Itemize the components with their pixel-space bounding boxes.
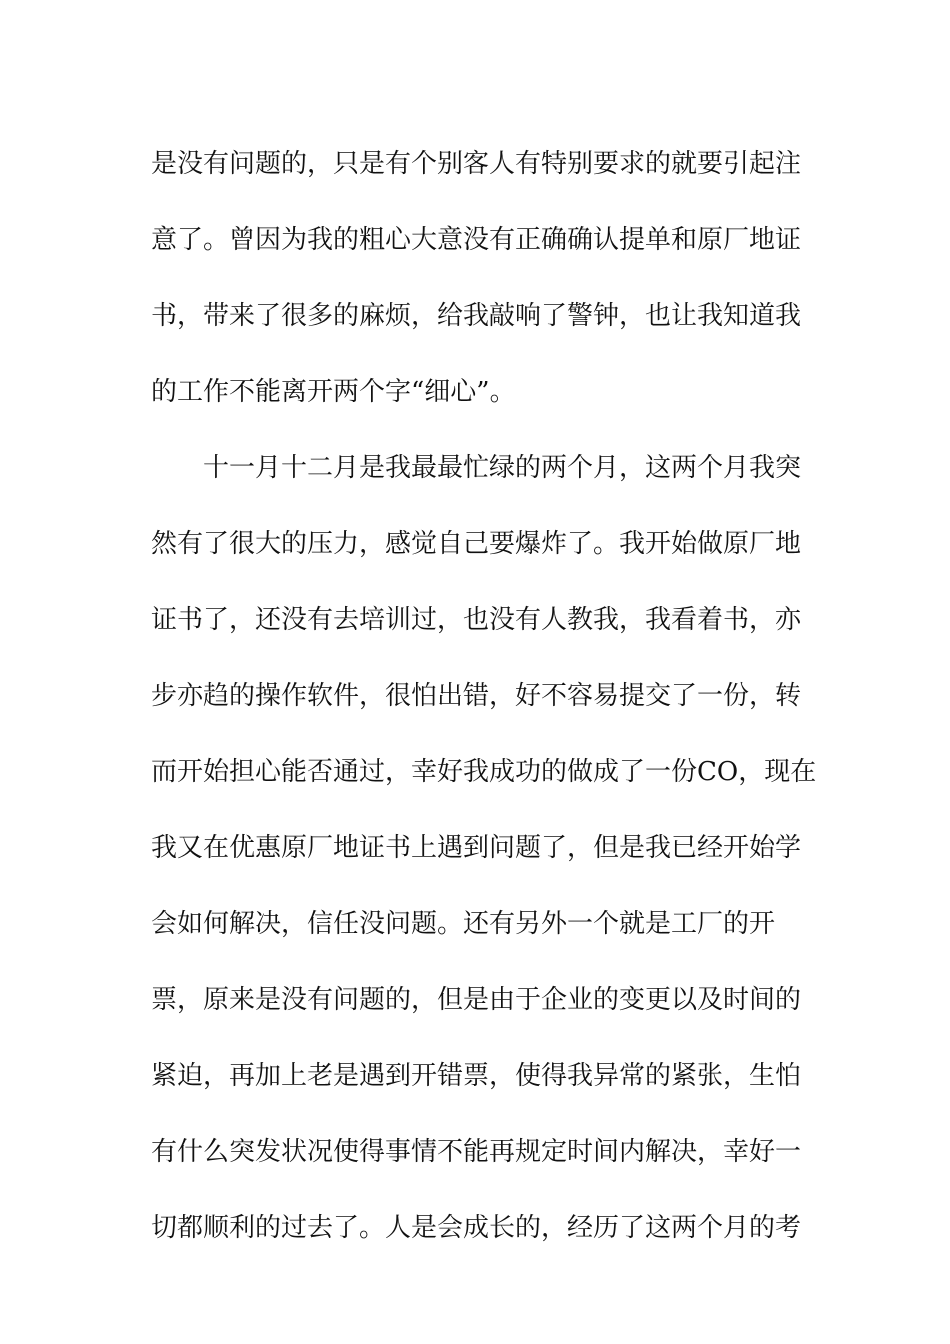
text-line: 意了。曾因为我的粗心大意没有正确确认提单和原厂地证 <box>151 225 802 255</box>
paragraph-1 <box>151 126 802 430</box>
paragraph-2 <box>151 430 817 1266</box>
text-line: 有什么突发状况使得事情不能再规定时间内解决，幸好一 <box>151 1137 802 1167</box>
text-line: 切都顺利的过去了。人是会成长的，经历了这两个月的考 <box>151 1213 802 1243</box>
text-line: 的工作不能离开两个字“细心”。 <box>151 377 516 407</box>
text-line: 而开始担心能否通过，幸好我成功的做成了一份CO，现在 <box>151 757 817 787</box>
text-line: 十一月十二月是我最最忙绿的两个月，这两个月我突 <box>203 453 802 483</box>
text-line: 书，带来了很多的麻烦，给我敲响了警钟，也让我知道我 <box>151 301 802 331</box>
text-line: 然有了很大的压力，感觉自己要爆炸了。我开始做原厂地 <box>151 529 802 559</box>
text-line: 紧迫，再加上老是遇到开错票，使得我异常的紧张，生怕 <box>151 1061 802 1091</box>
text-line: 会如何解决，信任没问题。还有另外一个就是工厂的开 <box>151 909 776 939</box>
text-line: 票，原来是没有问题的，但是由于企业的变更以及时间的 <box>151 985 802 1015</box>
body-text <box>151 126 817 1266</box>
text-line: 步亦趋的操作软件，很怕出错，好不容易提交了一份，转 <box>151 681 802 711</box>
text-line: 证书了，还没有去培训过，也没有人教我，我看着书，亦 <box>151 605 802 635</box>
text-line: 我又在优惠原厂地证书上遇到问题了，但是我已经开始学 <box>151 833 802 863</box>
text-line: 是没有问题的，只是有个别客人有特别要求的就要引起注 <box>151 149 802 179</box>
